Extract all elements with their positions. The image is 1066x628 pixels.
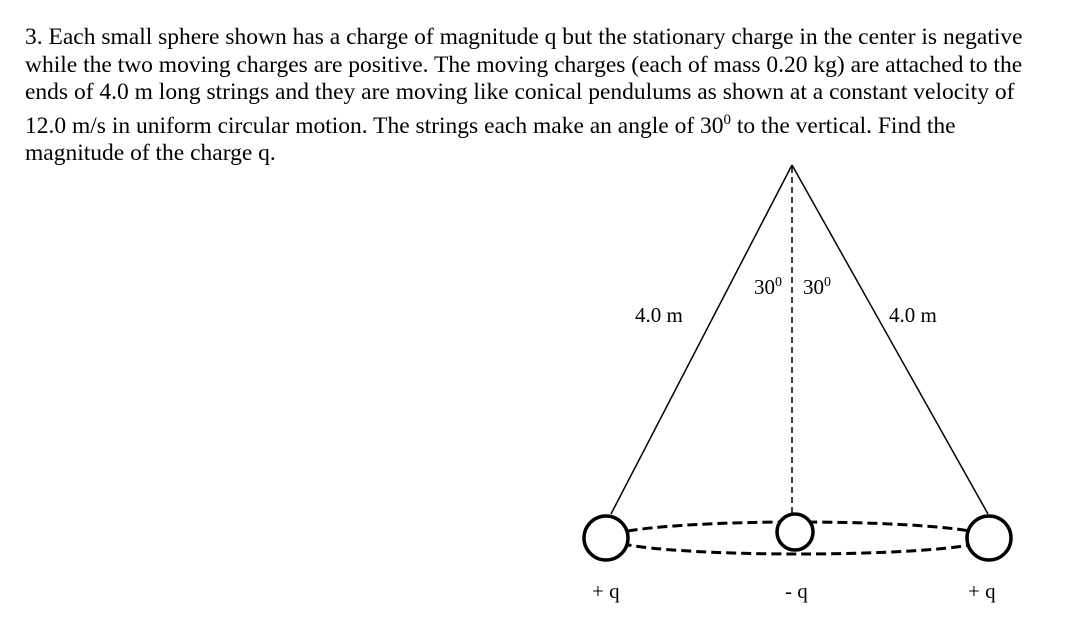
problem-text: Each small sphere shown has a charge of magnitude q but the stationary charge in the center is negative while the two moving charges are positive. The moving charges (each of mass 0.20 kg) are attached to the ends of 4.0 m long strings and they are moving like conical pendulums as shown at a constant velocity of 12.0 m/s in uniform circular motion. The strings each make an angle of 30 xyxy=(25,24,1023,139)
right-angle-label: $30^0$ xyxy=(803,275,831,299)
left-angle-label: $30^0$ xyxy=(754,275,782,299)
right-charge-label: + q xyxy=(968,579,996,603)
problem-number: 3. xyxy=(25,24,43,50)
center-sphere xyxy=(777,514,813,550)
right-string-length-label: 4.0 m xyxy=(889,303,937,327)
right-sphere xyxy=(967,516,1011,560)
center-charge-label: - q xyxy=(785,579,808,603)
left-string-length-label: 4.0 m xyxy=(635,303,683,327)
left-sphere xyxy=(584,516,628,560)
problem-text-end: to the vertical. Find the magnitude of the charge q. xyxy=(25,112,956,166)
right-string xyxy=(792,165,988,514)
left-charge-label: + q xyxy=(592,579,620,603)
left-string xyxy=(611,165,792,514)
degree-mark: 0 xyxy=(723,111,732,128)
